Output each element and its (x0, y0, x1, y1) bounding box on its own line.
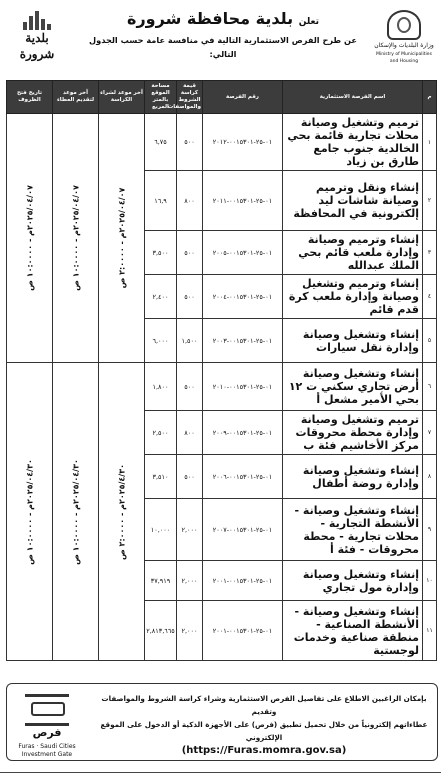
furas-caption: Furas · Saudi Cities Investment Gate (18, 743, 76, 758)
title-prefix: تعلن (298, 17, 319, 27)
page-subtitle: عن طرح الفرص الاستثمارية التالية في منافسة عامة حسب الجدول التالي: (89, 35, 357, 59)
opportunity-number: ٠١-٢٥-٠٠١٥٣٠١-٢٠٠٥ (203, 231, 283, 275)
booklet-fee: ٨٠٠ (177, 171, 203, 231)
opportunity-name: إنشاء وتشغيل وصيانة وإدارة مول تجاري (283, 561, 423, 601)
municipality-logo (6, 10, 68, 62)
booklet-fee: ٢,٠٠٠ (177, 601, 203, 661)
ministry-emblem-icon (387, 10, 421, 40)
opportunity-number: ٠١-٢٥-٠٠١٥٣٠١-٢٠٠٤ (203, 275, 283, 319)
column-header: مساحة الموقع بالمتر المربع (145, 81, 177, 114)
submission-deadline (53, 363, 99, 661)
site-area: ١,٨٠٠ (145, 363, 177, 411)
purchase-deadline-text: ٢٠٢٥/٠٤/٠٧م - ٢:٠٠٠٠ ص (117, 187, 126, 289)
opportunity-number: ٠١-٢٥-٠٠١٥٣٠١-٢٠٠١ (203, 561, 283, 601)
opportunity-name: إنشاء وتشغيل وصيانة وإدارة روضة أطفال (283, 455, 423, 499)
booklet-fee: ٥٠٠ (177, 231, 203, 275)
opportunities-table (6, 80, 437, 661)
booklet-fee: ٥٠٠ (177, 275, 203, 319)
booklet-fee: ٢,٠٠٠ (177, 561, 203, 601)
municipality-logo-text: بلدية شرورة (19, 31, 55, 61)
site-area: ٢,٨١٣,٦٦٥ (145, 601, 177, 661)
furas-logo-icon (25, 694, 69, 726)
opportunity-number: ٠١-٢٥-٠٠١٥٣٠١-٢٠٠٦ (203, 455, 283, 499)
footer-url-link[interactable]: (https://Furas.momra.gov.sa) (181, 745, 347, 756)
site-area: ٣,٥٠٠ (145, 231, 177, 275)
site-area: ٢,٥٠٠ (145, 411, 177, 455)
row-number: ٧ (423, 411, 437, 455)
submission-deadline (53, 114, 99, 363)
ministry-logo (374, 10, 434, 62)
footer-line-1: بإمكان الراغبين الاطلاع على تفاصيل الفرص الاستثمارية وشراء كراسة الشروط والمواصفات وتقديم (101, 694, 427, 716)
site-area: ١٦,٩ (145, 171, 177, 231)
opportunity-name: إنشاء وتشغيل وصيانة وإدارة نقل سيارات (283, 319, 423, 363)
booklet-fee: ٥٠٠ (177, 363, 203, 411)
table-header-row (7, 81, 437, 114)
header (6, 6, 436, 66)
opportunity-number: ٠١-٢٥-٠٠١٥٣٠١-٢٠١٢ (203, 114, 283, 171)
submission-deadline-text: ٢٠٢٥/٠٤/٠٧م - ١٠:٠٠٠٠ ص (71, 185, 80, 291)
column-header: اسم الفرصة الاستثمارية (283, 81, 423, 114)
column-header: آخر موعد لتقديم العطاء (53, 81, 99, 114)
column-header: آخر موعد لشراء الكراسة (99, 81, 145, 114)
envelope-opening-date-text: ٢٠٢٥/٠٤/٠٧م - ١٠:٠٠٠٠ ص (25, 185, 34, 291)
row-number: ٦ (423, 363, 437, 411)
booklet-fee: ٨٠٠ (177, 411, 203, 455)
row-number: ٥ (423, 319, 437, 363)
column-header: قيمة كراسة الشروط والمواصفات (177, 81, 203, 114)
site-area: ٣,٥١٠ (145, 455, 177, 499)
row-number: ٤ (423, 275, 437, 319)
footer-text (99, 692, 429, 757)
envelope-opening-date (7, 363, 53, 661)
opportunity-name: ترميم وتشغيل وصيانة وإدارة محطة محروقات مركز الأخاشيم فئة ب (283, 411, 423, 455)
purchase-deadline-text: ٢٠٢٥/٤/٣٠م - ٢:٠٠٠٠ ص (117, 463, 126, 560)
opportunity-name: إنشاء وترميم وصيانة وإدارة ملعب قائم بحي الملك عبدالله (283, 231, 423, 275)
opportunity-name: ترميم وتشغيل وصيانة محلات تجارية قائمة بحي الخالدية جنوب جامع طارق بن زياد (283, 114, 423, 171)
opportunity-number: ٠١-٢٥-٠٠١٥٣٠١-٢٠٠١ (203, 601, 283, 661)
site-area: ١٠,٠٠٠ (145, 499, 177, 561)
purchase-deadline (99, 363, 145, 661)
opportunity-number: ٠١-٢٥-٠٠١٥٣٠١-٢٠٠٩ (203, 411, 283, 455)
opportunity-name: إنشاء ونقل وترميم وصيانة شاشات ليد إلكترونية في المحافظة (283, 171, 423, 231)
row-number: ٨ (423, 455, 437, 499)
opportunity-number: ٠١-٢٥-٠٠١٥٣٠١-٢٠١٠ (203, 363, 283, 411)
submission-deadline-text: ٢٠٢٥/٠٤/٣٠م - ١٠:٠٠٠٠ ص (71, 458, 80, 565)
opportunity-number: ٠١-٢٥-٠٠١٥٣٠١-٢٠٠٣ (203, 319, 283, 363)
booklet-fee: ٥٠٠ (177, 114, 203, 171)
row-number: ١٠ (423, 561, 437, 601)
row-number: ٣ (423, 231, 437, 275)
column-header: تاريخ فتح الظروف (7, 81, 53, 114)
row-number: ١ (423, 114, 437, 171)
site-area: ٦,٧٥ (145, 114, 177, 171)
row-number: ٢ (423, 171, 437, 231)
opportunity-number: ٠١-٢٥-٠٠١٥٣٠١-٢٠٠٧ (203, 499, 283, 561)
footer-box (6, 683, 438, 761)
bottom-divider (0, 772, 441, 773)
title-main: بلدية محافظة شرورة (127, 9, 294, 28)
ministry-name-en: Ministry of Municipalities and Housing (376, 52, 432, 64)
title-block (76, 8, 370, 61)
opportunity-name: إنشاء وترميم وتشغيل وصيانة وإدارة ملعب كرة قدم قائم (283, 275, 423, 319)
envelope-opening-date-text: ٢٠٢٥/٠٤/٣٠م - ١٠:٠٠٠٠ ص (25, 458, 34, 565)
column-header: رقم الفرصة (203, 81, 283, 114)
purchase-deadline (99, 114, 145, 363)
row-number: ٩ (423, 499, 437, 561)
row-number: ١١ (423, 601, 437, 661)
opportunity-number: ٠١-٢٥-٠٠١٥٣٠١-٢٠١١ (203, 171, 283, 231)
site-area: ٢,٤٠٠ (145, 275, 177, 319)
opportunity-name: إنشاء وتشغيل وصيانة - الأنشطة الصناعية - منطقة صناعية وخدمات لوجستية (283, 601, 423, 661)
opportunity-name: إنشاء وتشغيل وصيانة - الأنشطة التجارية - محلات تجارية - محطة محروقات - فئة أ (283, 499, 423, 561)
opportunity-name: إنشاء وتشغيل وصيانة أرض تجاري سكني ت ١٢ بحي الأمير مشعل أ (283, 363, 423, 411)
skyline-icon (6, 10, 68, 30)
ministry-name: وزارة البلديات والإسكان (374, 42, 434, 49)
site-area: ٦,٠٠٠ (145, 319, 177, 363)
envelope-opening-date (7, 114, 53, 363)
footer-line-2: عطاءاتهم إلكترونياً من خلال تحميل تطبيق (فرص) على الأجهزة الذكية أو الدخول على الموقع الإلكتروني (100, 720, 428, 742)
site-area: ٣٧,٩١٩ (145, 561, 177, 601)
booklet-fee: ٥٠٠ (177, 455, 203, 499)
page-title (76, 8, 370, 33)
table-row (7, 114, 437, 171)
furas-logo-text: فرص (32, 726, 62, 739)
booklet-fee: ٢,٠٠٠ (177, 499, 203, 561)
table-row (7, 363, 437, 411)
furas-logo (15, 692, 79, 758)
column-header: م (423, 81, 437, 114)
booklet-fee: ١,٥٠٠ (177, 319, 203, 363)
